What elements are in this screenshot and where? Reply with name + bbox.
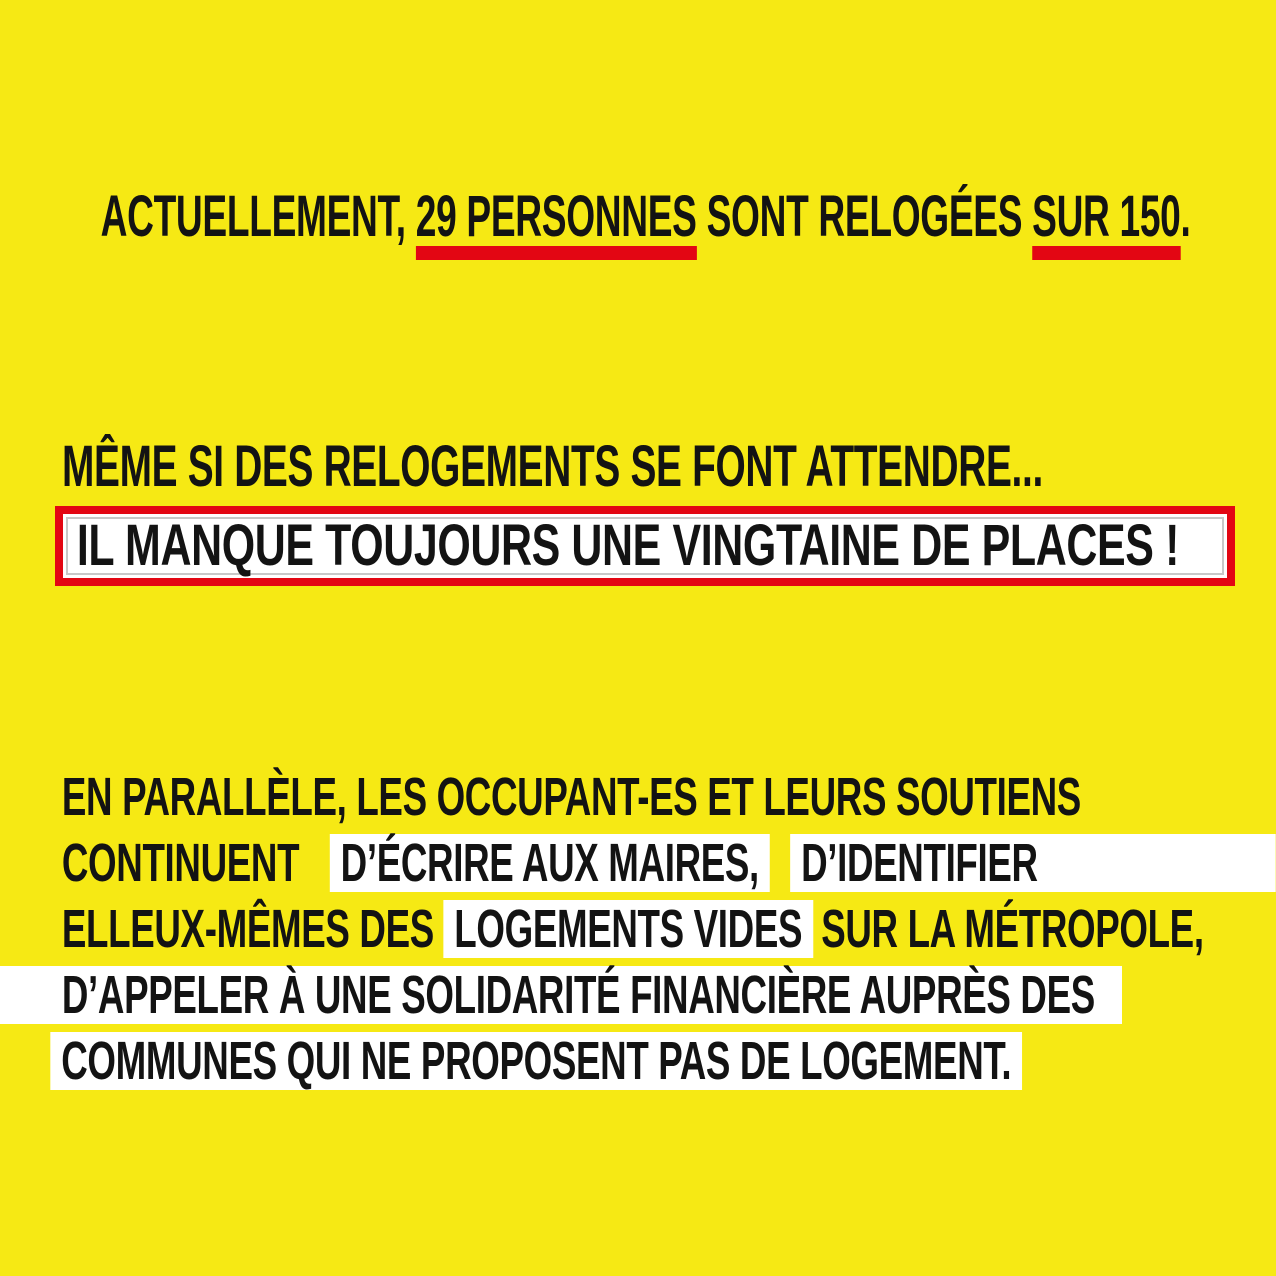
- headline-text-prefix: ACTUELLEMENT,: [100, 184, 416, 249]
- actions-line2-plain: CONTINUENT: [61, 833, 300, 893]
- actions-line3-highlight: LOGEMENTS VIDES: [443, 900, 813, 958]
- actions-line3-plain-2: SUR LA MÉTROPOLE,: [821, 899, 1204, 959]
- alert-text: IL MANQUE TOUJOURS UNE VINGTAINE DE PLACES !: [76, 513, 1180, 578]
- word-gap: [299, 863, 330, 864]
- actions-line-2: [0, 830, 1276, 896]
- actions-line-4: [0, 962, 1276, 1028]
- actions-paragraph: [0, 764, 1276, 1094]
- actions-line1-text: EN PARALLÈLE, LES OCCUPANT-ES ET LEURS SOUTIENS: [61, 767, 1081, 827]
- actions-line5-highlight: COMMUNES QUI NE PROPOSENT PAS DE LOGEMENT.: [50, 1032, 1022, 1090]
- headline-text-middle: SONT RELOGÉES: [696, 184, 1033, 249]
- actions-line-5: [0, 1028, 1276, 1094]
- actions-line4-highlight: D’APPELER À UNE SOLIDARITÉ FINANCIÈRE AUPRÈS DES: [0, 966, 1122, 1024]
- actions-line3-plain-1: ELLEUX-MÊMES DES: [61, 899, 434, 959]
- actions-line2-highlight-1: D’ÉCRIRE AUX MAIRES,: [330, 834, 770, 892]
- alert-box: [55, 506, 1235, 586]
- actions-line-3: [0, 896, 1276, 962]
- headline-text-suffix: .: [1180, 184, 1191, 249]
- headline: [62, 130, 1191, 318]
- actions-line2-highlight-2: D’IDENTIFIER: [790, 834, 1275, 892]
- actions-line-1: [0, 764, 1276, 830]
- stat-relocated-underlined: 29 PERSONNES: [416, 188, 697, 260]
- stat-total-underlined: SUR 150: [1032, 188, 1180, 260]
- shortage-intro-line: MÊME SI DES RELOGEMENTS SE FONT ATTENDRE...: [62, 434, 1043, 499]
- alert-box-keyline: [66, 513, 1224, 578]
